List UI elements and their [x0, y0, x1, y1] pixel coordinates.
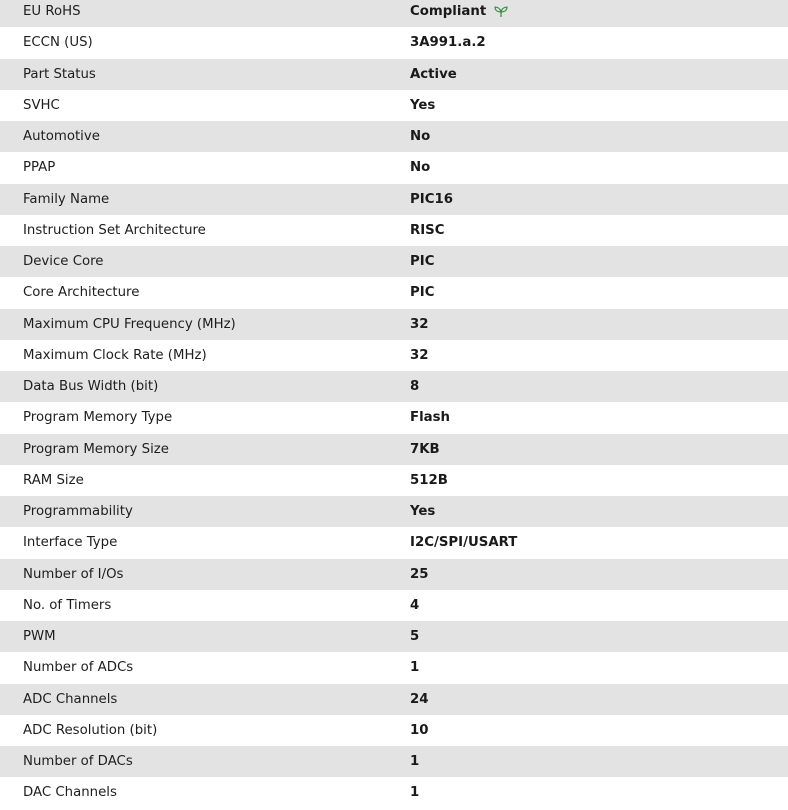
spec-row	[0, 402, 788, 433]
spec-label: DAC Channels	[23, 785, 117, 801]
spec-label: PPAP	[23, 160, 56, 176]
spec-label: Number of I/Os	[23, 566, 124, 582]
spec-row	[0, 246, 788, 277]
spec-value: 1	[410, 660, 420, 676]
spec-value: 3A991.a.2	[410, 35, 486, 51]
spec-value: I2C/SPI/USART	[410, 535, 518, 551]
spec-label: Data Bus Width (bit)	[23, 379, 159, 395]
spec-label: ECCN (US)	[23, 35, 93, 51]
spec-value: 10	[410, 722, 429, 738]
spec-label: Program Memory Size	[23, 441, 169, 457]
spec-row	[0, 0, 788, 27]
spec-value: PIC16	[410, 191, 453, 207]
spec-row	[0, 90, 788, 121]
spec-row	[0, 215, 788, 246]
spec-label: Programmability	[23, 504, 133, 520]
spec-label: Device Core	[23, 254, 104, 270]
spec-row	[0, 152, 788, 183]
leaf-icon	[494, 6, 508, 18]
spec-label: Instruction Set Architecture	[23, 222, 206, 238]
spec-value: 24	[410, 691, 429, 707]
spec-row	[0, 340, 788, 371]
spec-row	[0, 184, 788, 215]
spec-value: Yes	[410, 504, 436, 520]
spec-value-text: Compliant	[410, 4, 487, 20]
spec-value: PIC	[410, 285, 435, 301]
spec-label: SVHC	[23, 97, 60, 113]
spec-label: Program Memory Type	[23, 410, 173, 426]
spec-value: 5	[410, 629, 420, 645]
spec-row	[0, 621, 788, 652]
spec-value: Active	[410, 66, 457, 82]
spec-row	[0, 371, 788, 402]
spec-row	[0, 684, 788, 715]
spec-row	[0, 746, 788, 777]
spec-row	[0, 59, 788, 90]
spec-value: 1	[410, 754, 420, 770]
spec-label: ADC Channels	[23, 691, 118, 707]
spec-row	[0, 777, 788, 808]
spec-value: 25	[410, 566, 429, 582]
spec-value: 1	[410, 785, 420, 801]
spec-row	[0, 652, 788, 683]
spec-value: 512B	[410, 472, 448, 488]
spec-row	[0, 559, 788, 590]
spec-row	[0, 496, 788, 527]
spec-value: 4	[410, 597, 420, 613]
spec-label: Interface Type	[23, 535, 118, 551]
spec-value: PIC	[410, 254, 435, 270]
spec-row	[0, 434, 788, 465]
spec-label: Automotive	[23, 129, 100, 145]
spec-value	[388, 4, 508, 19]
spec-label: RAM Size	[23, 472, 84, 488]
spec-label: PWM	[23, 629, 56, 645]
spec-value: 8	[410, 379, 420, 395]
spec-row	[0, 527, 788, 558]
spec-label: EU RoHS	[23, 4, 81, 20]
spec-label: Maximum CPU Frequency (MHz)	[23, 316, 236, 332]
spec-row	[0, 27, 788, 58]
spec-label: Part Status	[23, 66, 96, 82]
spec-value: No	[410, 129, 431, 145]
spec-value: RISC	[410, 222, 445, 238]
spec-row	[0, 590, 788, 621]
spec-row	[0, 121, 788, 152]
spec-label: Number of ADCs	[23, 660, 134, 676]
spec-value: 7KB	[410, 441, 440, 457]
spec-label: No. of Timers	[23, 597, 112, 613]
spec-value: Flash	[410, 410, 450, 426]
spec-row	[0, 277, 788, 308]
spec-label: Core Architecture	[23, 285, 140, 301]
spec-label: Family Name	[23, 191, 110, 207]
spec-label: ADC Resolution (bit)	[23, 722, 158, 738]
spec-row	[0, 715, 788, 746]
spec-value: 32	[410, 316, 429, 332]
spec-value: 32	[410, 347, 429, 363]
spec-row	[0, 309, 788, 340]
spec-row	[0, 465, 788, 496]
spec-value: Yes	[410, 97, 436, 113]
spec-label: Number of DACs	[23, 754, 133, 770]
spec-label: Maximum Clock Rate (MHz)	[23, 347, 207, 363]
spec-value: No	[410, 160, 431, 176]
